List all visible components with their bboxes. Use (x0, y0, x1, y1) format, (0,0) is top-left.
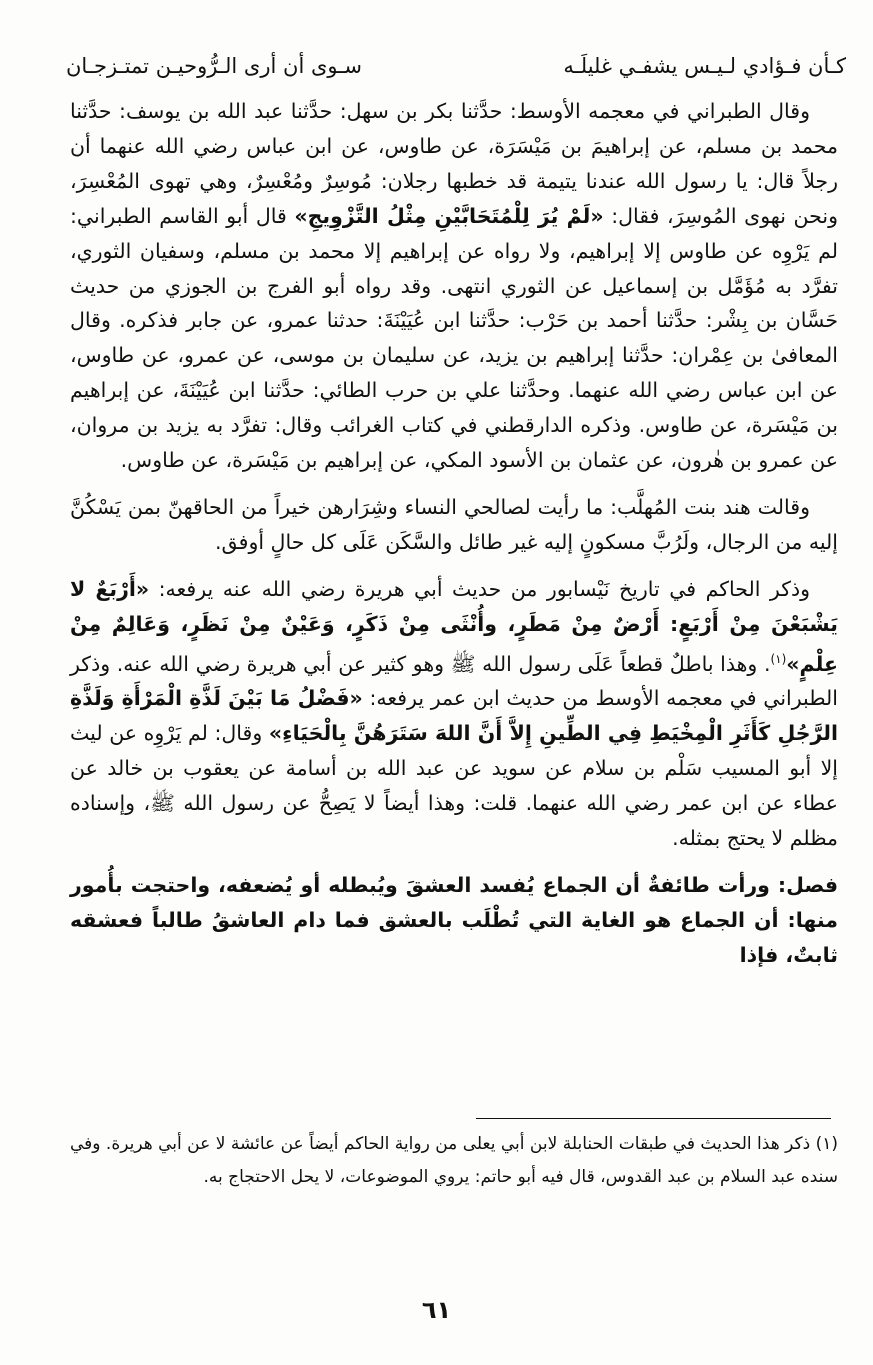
hadith-quote: «أَرْبَعٌ لا يَشْبَعْنَ مِنْ أَرْبَعٍ: أَرْضٌ مِنْ مَطَرٍ، وأُنْثَى مِنْ ذَكَرٍ، وَعَيْنٌ مِنْ نَظَرٍ، وَعَالِمٌ مِنْ عِلْمٍ» (70, 576, 838, 676)
verse-second-hemistich: سـوى أن أرى الـرُّوحيـن تمتـزجـان (66, 54, 362, 78)
paragraph-text: وقال: لم يَرْوِه عن ليث إلا أبو المسيب سَلْم بن سلام عن سويد عن عبد الله بن أسامة عن يعقوب بن خالد عن عطاء عن ابن عمر رضي الله عنهما. قلت: وهذا أيضاً لا يَصِحُّ عن رسول الله ﷺ، وإسناده مظلم لا يحتج بمثله. (70, 721, 838, 850)
footnote-divider (476, 1118, 831, 1119)
footnote (70, 1128, 838, 1194)
paragraph-text: وقال الطبراني في معجمه الأوسط: حدَّثنا بكر بن سهل: حدَّثنا عبد الله بن يوسف: حدَّثنا محمد بن مسلم، عن إبراهيمَ بن مَيْسَرَة، عن طاوس، عن ابن عباس رضي الله عنهما أن رجلاً قال: يا رسول الله عندنا يتيمة قد خطبها رجلان: مُوسِرٌ ومُعْسِرٌ، وهي تهوى المُعْسِرَ، ونحن نهوى المُوسِرَ، فقال: (70, 99, 838, 228)
paragraph-fasl (70, 868, 838, 973)
paragraph-hind (70, 490, 838, 560)
main-text (70, 94, 838, 985)
paragraph-text: ورأت طائفةٌ أن الجماع يُفسد العشقَ ويُبطله أو يُضعفه، واحتجت بأُمور منها: أن الجماع هو الغاية التي تُطْلَب بالعشق فما دام العاشقُ طالباً فعشقه ثابتٌ، فإذا (70, 872, 838, 967)
footnote-reference[interactable]: (١) (770, 651, 787, 666)
hadith-quote: «فَضْلُ مَا بَيْنَ لَذَّةِ الْمَرْأَةِ وَلَذَّةِ الرَّجُلِ كَأَثَرِ الْمِخْيَطِ فِي الطِّينِ إِلاَّ أَنَّ اللهَ سَتَرَهُنَّ بِالْحَيَاءِ» (70, 686, 838, 746)
paragraph-text: وذكر الحاكم في تاريخ نَيْسابور من حديث أبي هريرة رضي الله عنه يرفعه: (149, 576, 810, 601)
paragraph-hakim (70, 572, 838, 856)
section-label: فصل: (777, 872, 838, 897)
hadith-quote: «لَمْ يُرَ لِلْمُتَحَابَّيْنِ مِثْلُ التَّزْوِيجِ» (294, 203, 604, 228)
paragraph-text: . وهذا باطلٌ قطعاً عَلَى رسول الله ﷺ وهو كثير عن أبي هريرة رضي الله عنه. وذكر الطبراني في معجمه الأوسط من حديث ابن عمر يرفعه: (70, 651, 838, 711)
page-number: ٦١ (421, 1296, 452, 1324)
verse-first-hemistich: كـأن فـؤادي لـيـس يشفـي غليلَـه (563, 54, 846, 78)
footnote-text: (١) ذكر هذا الحديث في طبقات الحنابلة لابن أبي يعلى من رواية الحاكم أيضاً عن عائشة لا عن أبي هريرة. وفي سنده عبد السلام بن عبد القدوس، قال فيه أبو حاتم: يروي الموضوعات، لا يحل الاحتجاج به. (70, 1134, 838, 1187)
paragraph-tabarani (70, 94, 838, 478)
poetry-verse (66, 44, 846, 88)
paragraph-text: قال أبو القاسم الطبراني: لم يَرْوِه عن طاوس إلا إبراهيم، ولا رواه عن إبراهيم إلا محمد بن مسلم، وسفيان الثوري، تفرَّد به مُؤَمَّل بن إسماعيل عن الثوري انتهى. وقد رواه أبو الفرج بن الجوزي من حديث حَسَّان بن بِشْر: حدَّثنا أحمد بن حَرْب: حدَّثنا ابن عُيَيْنَةَ: حدثنا عمرو، عن جابر فذكره. وقال المعافىٰ بن عِمْران: حدَّثنا إبراهيم بن يزيد، عن سليمان بن موسى، عن عمرو، عن طاوس، عن ابن عباس رضي الله عنهما. وحدَّثنا علي بن حرب الطائي: حدَّثنا ابن عُيَيْنَةَ، عن إبراهيم بن مَيْسَرة، عن طاوس. وذكره الدارقطني في كتاب الغرائب وقال: تفرَّد به يزيد بن مروان، عن عمرو بن هٰرون، عن عثمان بن الأسود المكي، عن إبراهيم بن مَيْسَرة، عن طاوس. (70, 203, 838, 473)
paragraph-text: وقالت هند بنت المُهلَّب: ما رأيت لصالحي النساء وشِرَارهن خيراً من الحاقهنّ بمن يَسْكُنَّ إليه من الرجال، ولَرُبَّ مسكونٍ إليه غير طائل والسَّكَن عَلَى كل حالٍ أوفق. (70, 494, 838, 554)
